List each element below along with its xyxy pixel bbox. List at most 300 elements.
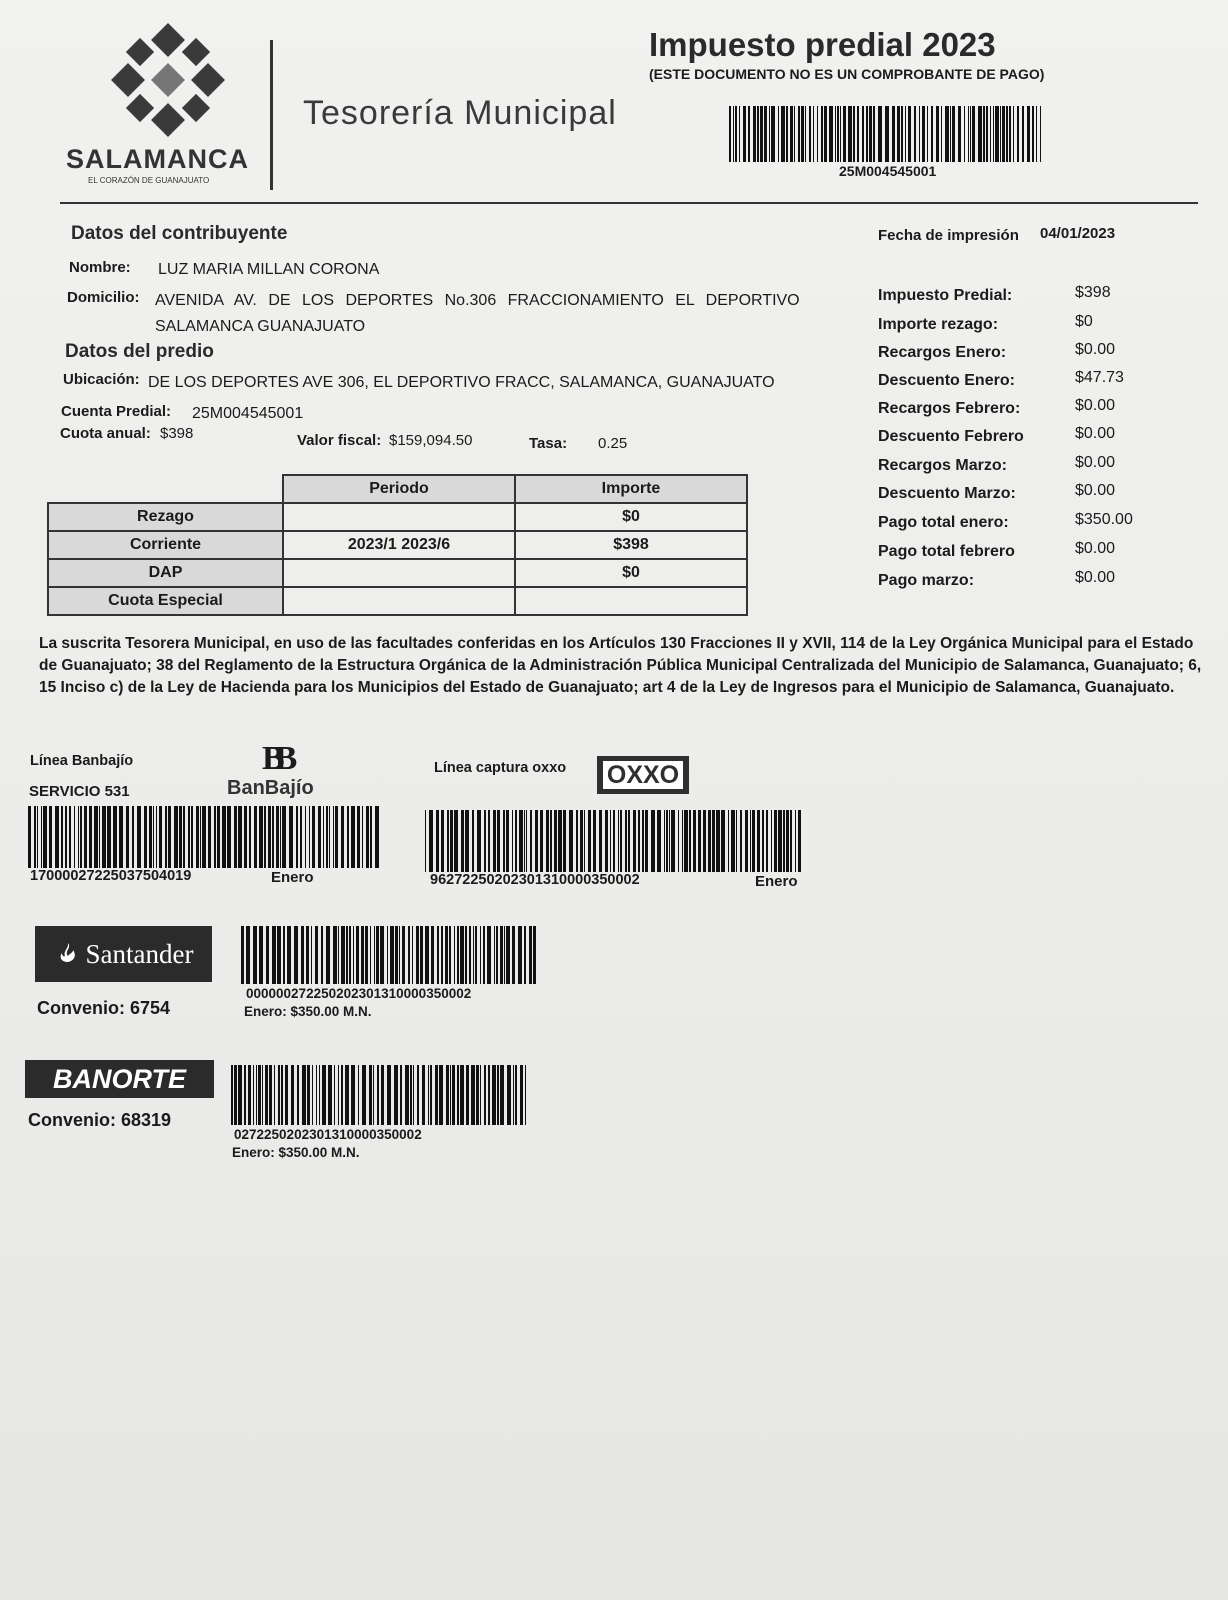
barcode-bar <box>835 106 836 162</box>
barcode-bar <box>28 806 31 868</box>
barcode-bar <box>794 106 795 162</box>
barcode-bar <box>309 806 310 868</box>
barcode-bar <box>318 806 321 868</box>
barcode-bar <box>821 106 823 162</box>
barcode-bar <box>743 106 746 162</box>
summary-label: Recargos Febrero: <box>878 400 1021 417</box>
barcode-bar <box>450 810 453 872</box>
barcode-bar <box>326 806 328 868</box>
barcode-bar <box>196 806 199 868</box>
barcode-bar <box>289 806 293 868</box>
barcode-bar <box>428 1065 429 1125</box>
barcode-bar <box>736 810 737 872</box>
print-date-label: Fecha de impresión <box>878 227 1019 244</box>
barcode-bar <box>281 1065 283 1125</box>
barcode-bar <box>374 926 375 984</box>
barcode-bar <box>901 106 903 162</box>
barcode-bar <box>1036 106 1037 162</box>
account-label: Cuenta Predial: <box>61 403 172 420</box>
barcode-bar <box>334 1065 335 1125</box>
barcode-bar <box>268 806 271 868</box>
table-row <box>48 531 747 559</box>
barcode-bar <box>628 810 630 872</box>
barcode-bar <box>993 106 994 162</box>
barcode-bar <box>217 806 220 868</box>
barcode-bar <box>420 926 423 984</box>
barcode-bar <box>958 106 961 162</box>
barcode-bar <box>445 926 448 984</box>
column-header-period: Periodo <box>283 475 515 503</box>
barcode-bar <box>995 106 999 162</box>
barcode-bar <box>437 926 439 984</box>
barcode-bar <box>422 1065 425 1125</box>
barcode-bar <box>801 106 804 162</box>
row-amount <box>515 587 747 615</box>
barcode-bar <box>465 810 469 872</box>
barcode-bar <box>477 810 481 872</box>
barcode-bar <box>248 1065 251 1125</box>
barcode-bar <box>222 806 226 868</box>
barcode-bar <box>405 1065 409 1125</box>
row-amount: $398 <box>515 531 747 559</box>
barcode-bar <box>484 810 486 872</box>
oxxo-month: Enero <box>755 873 798 890</box>
barcode-bar <box>484 1065 486 1125</box>
barcode-bar <box>613 810 615 872</box>
row-label: Cuota Especial <box>48 587 283 615</box>
account-number: 25M004545001 <box>192 405 304 422</box>
table-row <box>48 559 747 587</box>
barcode-bar <box>441 810 444 872</box>
summary-label: Descuento Enero: <box>878 372 1015 389</box>
barcode-bar <box>588 810 591 872</box>
summary-label: Pago total febrero <box>878 543 1015 560</box>
barcode-bar <box>37 806 38 868</box>
barcode-bar <box>89 806 92 868</box>
barcode-bar <box>769 106 770 162</box>
table-row <box>48 587 747 615</box>
fiscal-value: $159,094.50 <box>389 432 473 449</box>
barcode-bar <box>400 1065 402 1125</box>
barcode-bar <box>684 810 688 872</box>
barcode-bar <box>370 806 372 868</box>
barcode-bar <box>200 806 201 868</box>
barcode-bar <box>412 926 413 984</box>
barcode-bar <box>446 1065 449 1125</box>
header-separator <box>270 40 273 190</box>
summary-label: Pago marzo: <box>878 572 975 589</box>
barcode-bar <box>533 926 536 984</box>
brand-name: SALAMANCA <box>66 144 249 174</box>
oxxo-line-label: Línea captura oxxo <box>434 760 567 776</box>
barcode-bar <box>168 806 171 868</box>
barcode-bar <box>762 810 764 872</box>
barcode-bar <box>373 1065 374 1125</box>
barcode-bar <box>301 926 304 984</box>
barcode-bar <box>798 810 801 872</box>
barcode-bar <box>65 806 67 868</box>
barcode-bar <box>466 1065 469 1125</box>
barcode-bar <box>857 106 859 162</box>
barcode-bar <box>471 1065 475 1125</box>
barcode-bar <box>525 1065 526 1125</box>
summary-label: Pago total enero: <box>878 514 1009 531</box>
barcode-bar <box>249 806 251 868</box>
barcode-bar <box>638 810 640 872</box>
barcode-bar <box>454 810 458 872</box>
barcode-bar <box>328 1065 332 1125</box>
barcode-bar <box>657 810 661 872</box>
barcode-bar <box>450 1065 451 1125</box>
banbajio-barcode-number: 17000027225037504019 <box>30 868 192 884</box>
barcode-bar <box>333 926 337 984</box>
barcode-bar <box>179 806 182 868</box>
barcode-bar <box>513 1065 514 1125</box>
barcode-bar <box>395 926 398 984</box>
barcode-bar <box>84 806 87 868</box>
barcode-bar <box>144 806 147 868</box>
barcode-bar <box>507 1065 511 1125</box>
barcode-bar <box>312 1065 313 1125</box>
oxxo-logo <box>597 756 689 794</box>
barcode-bar <box>283 926 285 984</box>
barcode-bar <box>576 810 578 872</box>
barcode-bar <box>276 806 279 868</box>
annual-fee-label: Cuota anual: <box>60 425 151 442</box>
barcode-bar <box>885 106 889 162</box>
barcode-bar <box>550 810 552 872</box>
barcode-bar <box>733 106 734 162</box>
barcode-bar <box>307 1065 310 1125</box>
barcode-bar <box>905 106 906 162</box>
barcode-bar <box>605 810 608 872</box>
barcode-bar <box>1032 106 1034 162</box>
barcode-bar <box>1040 106 1041 162</box>
barcode-bar <box>153 806 154 868</box>
barcode-bar <box>494 926 495 984</box>
barcode-bar <box>390 926 394 984</box>
barcode-bar <box>258 1065 261 1125</box>
barcode-bar <box>783 810 785 872</box>
barcode-bar <box>241 926 244 984</box>
barcode-bar <box>892 106 895 162</box>
barcode-bar <box>413 1065 414 1125</box>
barcode-bar <box>922 106 925 162</box>
barcode-bar <box>274 1065 275 1125</box>
barcode-bar <box>132 806 134 868</box>
barcode-bar <box>238 806 242 868</box>
property-section-title: Datos del predio <box>65 341 214 362</box>
barcode-bar <box>43 806 47 868</box>
barcode-bar <box>294 926 298 984</box>
barcode-bar <box>165 806 167 868</box>
barcode-bar <box>253 926 257 984</box>
barcode-bar <box>610 810 611 872</box>
barcode-bar <box>866 106 868 162</box>
barcode-bar <box>341 806 344 868</box>
barcode-bar <box>651 810 655 872</box>
barcode-bar <box>795 810 796 872</box>
barcode-bar <box>149 806 152 868</box>
banorte-amount: Enero: $350.00 M.N. <box>232 1145 360 1160</box>
barcode-bar <box>693 810 696 872</box>
santander-barcode <box>241 926 539 984</box>
barcode-bar <box>375 806 379 868</box>
barcode-bar <box>238 1065 242 1125</box>
barcode-bar <box>972 106 975 162</box>
barcode-bar <box>349 926 351 984</box>
barcode-bar <box>503 810 505 872</box>
barcode-bar <box>506 926 510 984</box>
barcode-bar <box>950 106 951 162</box>
barcode-bar <box>380 926 384 984</box>
summary-value: $0.00 <box>1075 425 1116 442</box>
barcode-bar <box>323 806 324 868</box>
periods-table <box>47 474 748 616</box>
rate-label: Tasa: <box>529 435 568 452</box>
barcode-bar <box>429 810 433 872</box>
barcode-bar <box>202 806 206 868</box>
barcode-bar <box>750 810 751 872</box>
barcode-bar <box>1013 106 1014 162</box>
barcode-bar <box>316 1065 317 1125</box>
barcode-bar <box>1017 106 1019 162</box>
barcode-bar <box>94 806 98 868</box>
barcode-bar <box>506 810 509 872</box>
barcode-bar <box>753 106 756 162</box>
barcode-bar <box>740 810 742 872</box>
barcode-bar <box>312 806 315 868</box>
barcode-bar <box>540 810 543 872</box>
barcode-bar <box>447 810 449 872</box>
barcode-bar <box>666 810 668 872</box>
barcode-bar <box>1002 106 1005 162</box>
barcode-bar <box>351 806 355 868</box>
barcode-bar <box>703 810 706 872</box>
row-period <box>283 587 515 615</box>
barcode-bar <box>671 810 675 872</box>
summary-value: $47.73 <box>1075 369 1124 386</box>
barcode-bar <box>986 106 988 162</box>
barcode-bar <box>277 926 281 984</box>
barcode-bar <box>402 926 405 984</box>
barcode-bar <box>497 1065 499 1125</box>
barcode-bar <box>964 106 965 162</box>
barcode-bar <box>234 806 237 868</box>
barcode-bar <box>569 810 573 872</box>
barcode-bar <box>488 810 490 872</box>
barcode-bar <box>519 810 523 872</box>
barcode-bar <box>493 810 496 872</box>
barcode-bar <box>869 106 872 162</box>
barcode-bar <box>282 806 286 868</box>
barcode-bar <box>786 106 788 162</box>
barcode-bar <box>778 810 782 872</box>
barcode-bar <box>362 806 363 868</box>
barcode-bar <box>246 926 250 984</box>
barcode-bar <box>771 810 772 872</box>
barcode-bar <box>262 1065 263 1125</box>
table-header-row <box>48 475 747 503</box>
summary-value: $0.00 <box>1075 397 1116 414</box>
print-date: 04/01/2023 <box>1040 225 1116 242</box>
summary-label: Impuesto Predial: <box>878 287 1013 304</box>
barcode-bar <box>306 926 309 984</box>
column-header-amount: Importe <box>515 475 747 503</box>
barcode-bar <box>487 926 491 984</box>
barcode-bar <box>329 806 330 868</box>
barcode-bar <box>518 926 522 984</box>
barcode-bar <box>457 1065 459 1125</box>
barcode-bar <box>475 926 477 984</box>
barcode-bar <box>80 806 82 868</box>
row-label: Corriente <box>48 531 283 559</box>
barcode-bar <box>766 810 768 872</box>
barcode-bar <box>497 810 500 872</box>
barcode-bar <box>515 810 517 872</box>
barcode-bar <box>488 1065 490 1125</box>
barcode-bar <box>264 806 266 868</box>
barcode-bar <box>642 810 644 872</box>
barcode-bar <box>55 806 59 868</box>
barcode-bar <box>302 1065 306 1125</box>
barcode-bar <box>365 926 369 984</box>
barcode-bar <box>554 810 557 872</box>
barcode-bar <box>137 806 141 868</box>
barcode-bar <box>897 106 900 162</box>
barcode-bar <box>362 1065 366 1125</box>
barcode-bar <box>244 1065 246 1125</box>
barcode-bar <box>376 926 379 984</box>
barcode-bar <box>931 106 933 162</box>
barcode-bar <box>1027 106 1030 162</box>
summary-value: $0.00 <box>1075 482 1116 499</box>
barcode-bar <box>492 1065 496 1125</box>
barcode-bar <box>546 810 549 872</box>
santander-amount: Enero: $350.00 M.N. <box>244 1004 372 1019</box>
barcode-bar <box>61 806 63 868</box>
barcode-bar <box>259 926 263 984</box>
barcode-bar <box>524 926 526 984</box>
santander-logo <box>35 926 212 982</box>
row-amount: $0 <box>515 559 747 587</box>
header-barcode-number: 25M004545001 <box>839 163 937 179</box>
summary-value: $0.00 <box>1075 540 1116 557</box>
barcode-bar <box>266 926 269 984</box>
barcode-bar <box>968 106 969 162</box>
barcode-bar <box>358 1065 359 1125</box>
barcode-bar <box>425 926 429 984</box>
barcode-bar <box>319 1065 320 1125</box>
barcode-bar <box>757 810 760 872</box>
barcode-bar <box>469 926 471 984</box>
barcode-bar <box>431 926 434 984</box>
barcode-bar <box>156 806 157 868</box>
barcode-bar <box>790 106 793 162</box>
barcode-bar <box>480 1065 481 1125</box>
barcode-bar <box>752 810 755 872</box>
oxxo-barcode <box>425 810 805 872</box>
taxpayer-name: LUZ MARIA MILLAN CORONA <box>158 261 380 278</box>
name-label: Nombre: <box>69 259 131 276</box>
banbajio-service: SERVICIO 531 <box>29 783 130 800</box>
barcode-bar <box>599 810 602 872</box>
barcode-bar <box>781 106 785 162</box>
barcode-bar <box>366 806 369 868</box>
table-corner <box>48 475 283 503</box>
banbajio-barcode <box>28 806 386 868</box>
barcode-bar <box>113 806 117 868</box>
banbajio-logo-mark: BB <box>262 740 288 777</box>
address-label: Domicilio: <box>67 289 140 306</box>
barcode-bar <box>338 1065 339 1125</box>
barcode-bar <box>441 926 443 984</box>
barcode-bar <box>873 106 875 162</box>
salamanca-emblem-icon <box>108 20 228 140</box>
barcode-bar <box>107 806 111 868</box>
barcode-bar <box>721 810 725 872</box>
barcode-bar <box>394 1065 398 1125</box>
summary-value: $350.00 <box>1075 511 1133 528</box>
barcode-bar <box>919 106 920 162</box>
header-barcode <box>729 106 1045 162</box>
barcode-bar <box>593 810 596 872</box>
barcode-bar <box>813 106 814 162</box>
barcode-bar <box>425 810 426 872</box>
barcode-bar <box>618 810 619 872</box>
barcode-bar <box>645 810 648 872</box>
barcode-bar <box>708 810 711 872</box>
barcode-bar <box>584 810 585 872</box>
barcode-bar <box>853 106 855 162</box>
barcode-bar <box>848 106 852 162</box>
row-label: DAP <box>48 559 283 587</box>
barcode-bar <box>526 810 527 872</box>
barcode-bar <box>698 810 701 872</box>
barcode-bar <box>465 926 467 984</box>
barcode-bar <box>760 106 763 162</box>
barcode-bar <box>287 926 291 984</box>
barcode-bar <box>338 926 339 984</box>
barcode-bar <box>305 806 306 868</box>
barcode-bar <box>174 806 178 868</box>
barcode-bar <box>748 106 750 162</box>
barcode-bar <box>102 806 106 868</box>
barcode-bar <box>370 926 371 984</box>
barcode-bar <box>49 806 52 868</box>
barcode-bar <box>399 926 400 984</box>
barcode-bar <box>234 1065 237 1125</box>
row-period <box>283 503 515 531</box>
barcode-bar <box>483 926 485 984</box>
barcode-bar <box>530 810 532 872</box>
barcode-bar <box>745 810 748 872</box>
barcode-bar <box>454 926 455 984</box>
santander-logo-text: Santander <box>85 938 194 969</box>
department-title: Tesorería Municipal <box>303 94 617 132</box>
barcode-bar <box>183 806 185 868</box>
barcode-bar <box>620 810 622 872</box>
barcode-bar <box>387 926 388 984</box>
santander-barcode-number: 00000027225020230131000035000​2 <box>246 986 472 1001</box>
barcode-bar <box>335 806 338 868</box>
summary-value: $0.00 <box>1075 454 1116 471</box>
barcode-bar <box>739 106 740 162</box>
oxxo-logo-text: OXXO <box>603 761 683 789</box>
barcode-bar <box>99 806 100 868</box>
barcode-bar <box>361 926 364 984</box>
barcode-bar <box>472 810 474 872</box>
